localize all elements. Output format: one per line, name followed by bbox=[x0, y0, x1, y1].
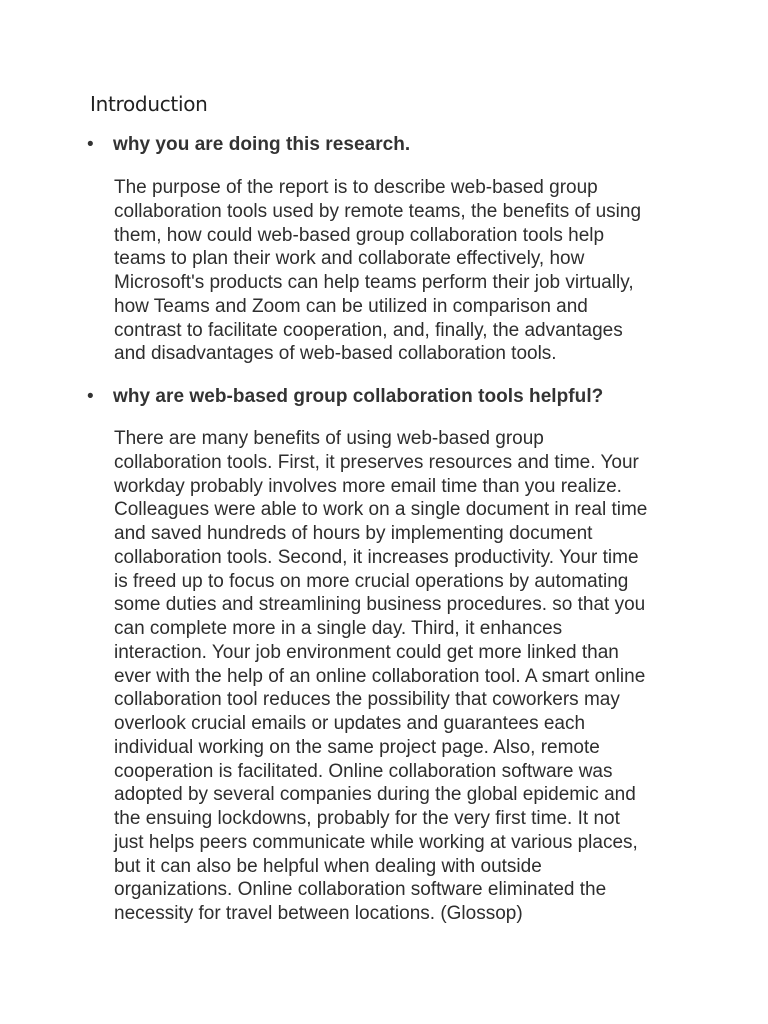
paragraph-benefits bbox=[114, 427, 694, 926]
paragraph-line: collaboration tools used by remote teams, the benefits of using bbox=[114, 200, 642, 222]
paragraph-line: Microsoft's products can help teams perform their job virtually, bbox=[114, 272, 634, 293]
paragraph-line: and disadvantages of web-based collaboration tools. bbox=[114, 343, 557, 365]
paragraph-line: There are many benefits of using web-based group bbox=[114, 428, 544, 449]
bullet-marker: • bbox=[87, 386, 94, 407]
paragraph-line: cooperation is facilitated. Online collaboration software was bbox=[114, 760, 613, 782]
paragraph-line: Colleagues were able to work on a single document in real time bbox=[114, 499, 648, 521]
bullet-question: why you are doing this research. bbox=[113, 134, 411, 155]
paragraph-line: how Teams and Zoom can be utilized in comparison and bbox=[114, 295, 588, 317]
paragraph-line: collaboration tools. First, it preserves resources and time. Your bbox=[114, 451, 639, 473]
paragraph-line: is freed up to focus on more crucial operations by automating bbox=[114, 570, 629, 592]
bullet-item-helpful bbox=[87, 386, 603, 408]
section-heading: Introduction bbox=[90, 92, 208, 116]
paragraph-line: individual working on the same project page. Also, remote bbox=[114, 736, 600, 758]
paragraph-line: and saved hundreds of hours by implementing document bbox=[114, 523, 593, 544]
paragraph-line: necessity for travel between locations. (Glossop) bbox=[114, 903, 523, 924]
paragraph-line: the ensuing lockdowns, probably for the very first time. It not bbox=[114, 808, 620, 829]
paragraph-line: collaboration tools. Second, it increases productivity. Your time bbox=[114, 546, 639, 568]
bullet-question: why are web-based group collaboration tools helpful? bbox=[113, 386, 604, 407]
paragraph-line: overlook crucial emails or updates and guarantees each bbox=[114, 713, 586, 734]
paragraph-line: workday probably involves more email time than you realize. bbox=[114, 475, 622, 497]
paragraph-line: The purpose of the report is to describe web-based group bbox=[114, 177, 598, 198]
bullet-item-research bbox=[87, 134, 410, 156]
paragraph-line: just helps peers communicate while working at various places, bbox=[114, 831, 638, 853]
bullet-marker: • bbox=[87, 134, 94, 155]
paragraph-line: but it can also be helpful when dealing with outside bbox=[114, 855, 542, 877]
paragraph-line: them, how could web-based group collaboration tools help bbox=[114, 224, 605, 246]
paragraph-line: can complete more in a single day. Third, it enhances bbox=[114, 618, 563, 639]
paragraph-line: ever with the help of an online collaboration tool. A smart online bbox=[114, 665, 646, 687]
paragraph-line: contrast to facilitate cooperation, and, finally, the advantages bbox=[114, 319, 623, 341]
paragraph-line: some duties and streamlining business procedures. so that you bbox=[114, 594, 646, 616]
paragraph-line: collaboration tool reduces the possibility that coworkers may bbox=[114, 689, 620, 711]
paragraph-line: interaction. Your job environment could get more linked than bbox=[114, 641, 619, 663]
paragraph-line: teams to plan their work and collaborate effectively, how bbox=[114, 248, 585, 270]
paragraph-line: adopted by several companies during the global epidemic and bbox=[114, 784, 636, 806]
paragraph-line: organizations. Online collaboration software eliminated the bbox=[114, 879, 607, 901]
paragraph-purpose bbox=[114, 176, 694, 366]
